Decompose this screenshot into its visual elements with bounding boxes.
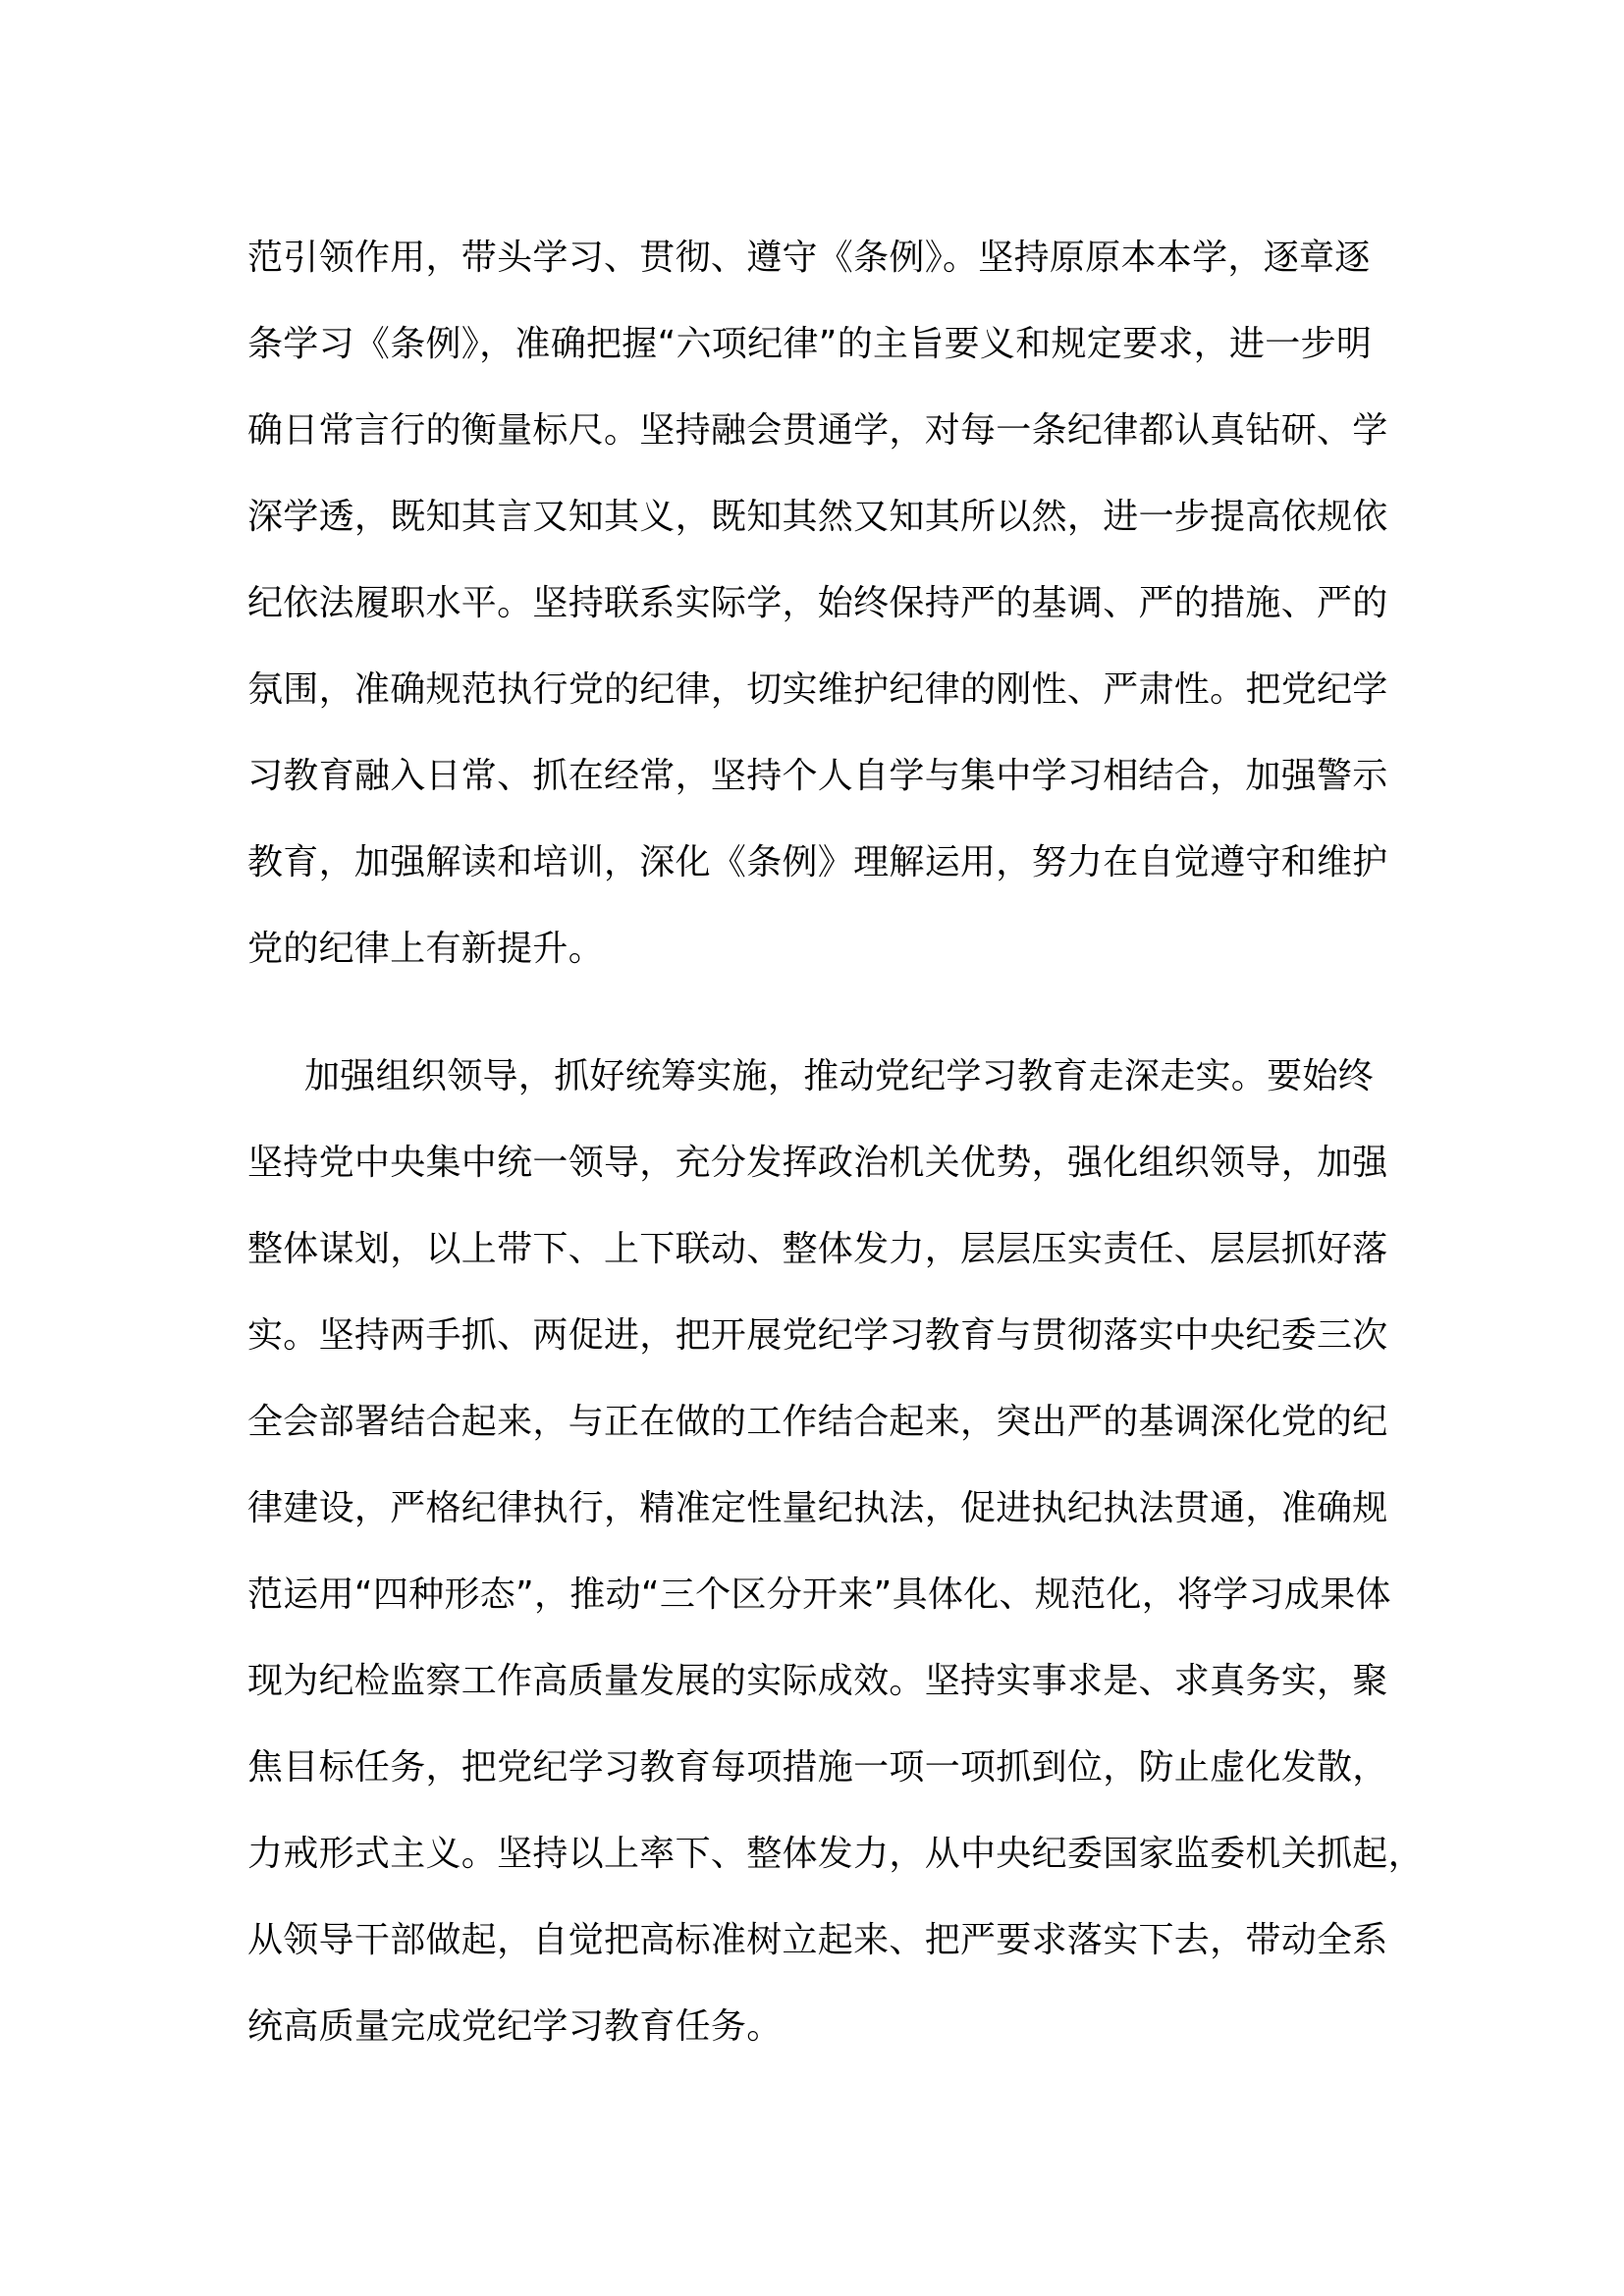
paragraph-1	[247, 215, 1406, 992]
text-line: 坚持党中央集中统一领导，充分发挥政治机关优势，强化组织领导，加强	[247, 1143, 1388, 1183]
text-line: 条学习《条例》，准确把握“六项纪律”的主旨要义和规定要求，进一步明	[247, 324, 1373, 364]
text-line: 加强组织领导，抓好统筹实施，推动党纪学习教育走深走实。要始终	[304, 1056, 1375, 1096]
text-line: 教育，加强解读和培训，深化《条例》理解运用，努力在自觉遵守和维护	[247, 842, 1388, 882]
text-line: 确日常言行的衡量标尺。坚持融会贯通学，对每一条纪律都认真钻研、学	[247, 410, 1388, 451]
text-line: 氛围，准确规范执行党的纪律，切实维护纪律的刚性、严肃性。把党纪学	[247, 669, 1388, 710]
document-page	[247, 215, 1424, 2070]
text-line: 范引领作用，带头学习、贯彻、遵守《条例》。坚持原原本本学，逐章逐	[247, 238, 1371, 278]
text-line: 律建设，严格纪律执行，精准定性量纪执法，促进执纪执法贯通，准确规	[247, 1488, 1388, 1528]
text-line: 纪依法履职水平。坚持联系实际学，始终保持严的基调、严的措施、严的	[247, 583, 1388, 623]
paragraph-2	[247, 1034, 1424, 2070]
text-line: 范运用“四种形态”，推动“三个区分开来”具体化、规范化，将学习成果体	[247, 1575, 1391, 1615]
text-line: 整体谋划，以上带下、上下联动、整体发力，层层压实责任、层层抓好落	[247, 1229, 1388, 1269]
text-line: 党的纪律上有新提升。	[247, 929, 605, 969]
text-line: 实。坚持两手抓、两促进，把开展党纪学习教育与贯彻落实中央纪委三次	[247, 1315, 1388, 1356]
text-line: 习教育融入日常、抓在经常，坚持个人自学与集中学习相结合，加强警示	[247, 756, 1388, 796]
text-line: 全会部署结合起来，与正在做的工作结合起来，突出严的基调深化党的纪	[247, 1402, 1388, 1442]
text-line: 现为纪检监察工作高质量发展的实际成效。坚持实事求是、求真务实，聚	[247, 1661, 1388, 1701]
text-line: 力戒形式主义。坚持以上率下、整体发力，从中央纪委国家监委机关抓起，	[247, 1834, 1424, 1874]
text-line: 从领导干部做起，自觉把高标准树立起来、把严要求落实下去，带动全系	[247, 1920, 1388, 1960]
text-line: 焦目标任务，把党纪学习教育每项措施一项一项抓到位，防止虚化发散，	[247, 1747, 1388, 1788]
text-line: 统高质量完成党纪学习教育任务。	[247, 2006, 783, 2047]
text-line: 深学透，既知其言又知其义，既知其然又知其所以然，进一步提高依规依	[247, 497, 1388, 537]
